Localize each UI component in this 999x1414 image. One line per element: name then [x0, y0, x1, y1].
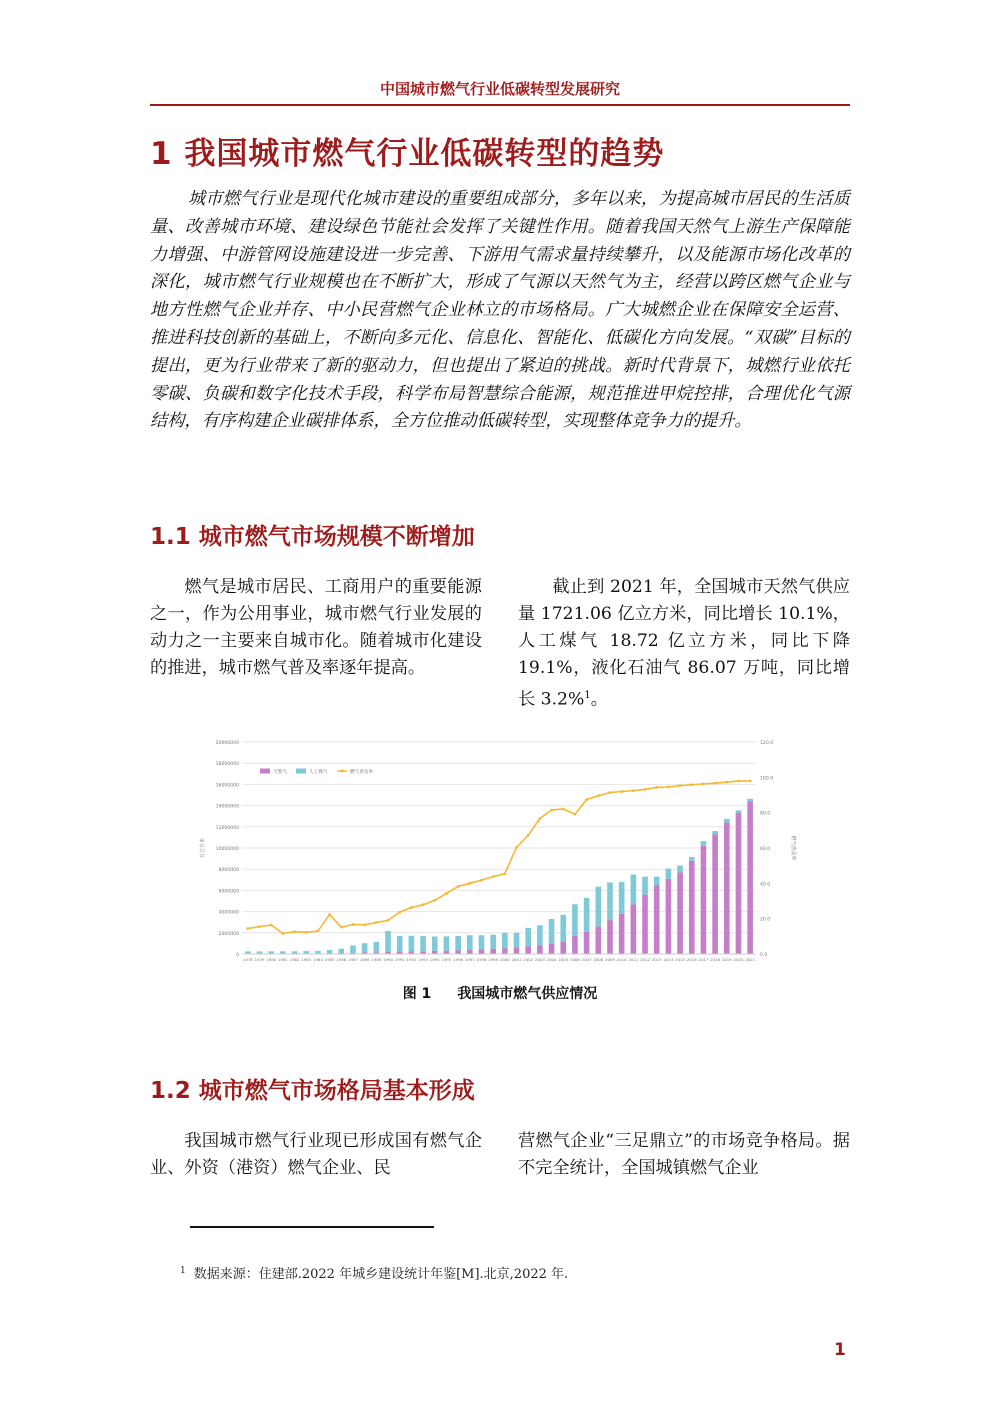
- right-paragraph-end: 。: [590, 689, 608, 710]
- x-tick-label: 2016: [686, 957, 697, 962]
- bar-manufactured-gas: [280, 951, 286, 953]
- x-tick-label: 2019: [721, 957, 732, 962]
- line-point: [387, 919, 390, 922]
- x-tick-label: 2020: [733, 957, 744, 962]
- bar-manufactured-gas: [245, 951, 251, 953]
- bar-natural-gas: [514, 947, 520, 954]
- x-tick-label: 1997: [464, 957, 475, 962]
- x-tick-label: 1991: [394, 957, 405, 962]
- bar-manufactured-gas: [747, 799, 753, 802]
- line-point: [585, 798, 588, 801]
- legend-swatch-dot: [341, 770, 344, 773]
- bar-natural-gas: [619, 914, 625, 954]
- bar-manufactured-gas: [607, 882, 613, 920]
- x-tick-label: 2018: [710, 957, 721, 962]
- bar-manufactured-gas: [257, 951, 263, 953]
- bar-manufactured-gas: [315, 951, 321, 954]
- line-point: [725, 781, 728, 784]
- section-1-1-heading: 1.1 城市燃气市场规模不断增加: [150, 524, 475, 550]
- right-paragraph-text: 截止到 2021 年，全国城市天然气供应量 1721.06 亿立方米，同比增长 10.1%，人工煤气 18.72 亿立方米，同比下降 19.1%，液化石油气 86.07 万吨，同比增长 3.2%: [518, 577, 850, 710]
- line-point: [445, 892, 448, 895]
- bar-natural-gas: [572, 936, 578, 954]
- bar-manufactured-gas: [327, 950, 333, 953]
- right-axis-label: 燃气普及率: [790, 835, 796, 861]
- bar-manufactured-gas: [397, 936, 403, 952]
- bar-manufactured-gas: [420, 936, 426, 951]
- x-tick-label: 1984: [312, 957, 323, 962]
- bar-manufactured-gas: [432, 937, 438, 951]
- left-tick-label: 10000000: [215, 847, 239, 852]
- figure-1-caption: [150, 983, 850, 1003]
- left-tick-label: 18000000: [215, 762, 239, 768]
- footnote: [180, 1263, 568, 1282]
- bar-manufactured-gas: [362, 943, 368, 952]
- bar-manufactured-gas: [666, 869, 672, 879]
- left-tick-label: 2000000: [218, 931, 239, 937]
- bar-natural-gas: [666, 879, 672, 954]
- bar-manufactured-gas: [292, 951, 298, 953]
- right-tick-label: 40.0: [760, 882, 771, 888]
- bar-natural-gas: [560, 941, 566, 954]
- x-tick-label: 1985: [324, 957, 335, 962]
- bar-natural-gas: [479, 950, 485, 954]
- line-point: [574, 813, 577, 816]
- x-tick-label: 1995: [441, 957, 452, 962]
- bar-natural-gas: [607, 920, 613, 954]
- line-gas-penetration-rate: [248, 781, 750, 934]
- section-1-2-left-paragraph: 我国城市燃气行业现已形成国有燃气企业、外资（港资）燃气企业、民: [150, 1131, 482, 1178]
- bar-natural-gas: [549, 943, 555, 954]
- bar-natural-gas: [736, 813, 742, 954]
- x-tick-label: 2005: [558, 957, 569, 962]
- line-point: [667, 785, 670, 788]
- line-point: [527, 834, 530, 837]
- bar-natural-gas: [689, 861, 695, 954]
- header-rule: [150, 104, 850, 106]
- bar-manufactured-gas: [303, 951, 309, 953]
- line-point: [702, 782, 705, 785]
- x-tick-label: 2007: [581, 957, 592, 962]
- x-tick-label: 2012: [640, 957, 650, 962]
- figure-caption-text: 我国城市燃气供应情况: [457, 986, 598, 1002]
- bar-manufactured-gas: [584, 898, 590, 932]
- bar-manufactured-gas: [677, 865, 683, 872]
- bar-manufactured-gas: [338, 949, 344, 953]
- right-tick-label: 80.0: [760, 811, 771, 817]
- bar-manufactured-gas: [409, 936, 415, 952]
- page-number: 1: [834, 1340, 846, 1360]
- line-point: [293, 930, 296, 933]
- line-point: [281, 932, 284, 935]
- bar-natural-gas: [467, 950, 473, 954]
- bar-manufactured-gas: [374, 942, 380, 952]
- x-tick-label: 2013: [651, 957, 662, 962]
- footnote-marker: 1: [180, 1265, 186, 1276]
- bar-manufactured-gas: [537, 925, 543, 945]
- x-tick-label: 2009: [605, 957, 615, 962]
- x-tick-label: 2008: [593, 957, 604, 962]
- left-tick-label: 16000000: [215, 783, 239, 789]
- line-point: [468, 882, 471, 885]
- x-tick-label: 1987: [348, 957, 358, 962]
- bar-natural-gas: [701, 846, 707, 954]
- line-point: [597, 794, 600, 797]
- bar-natural-gas: [724, 823, 730, 954]
- section-1-1-left-paragraph: 燃气是城市居民、工商用户的重要能源之一，作为公用事业，城市燃气行业发展的动力之一主要来自城市化。随着城市化建设的推进，城市燃气普及率逐年提高。: [150, 577, 482, 678]
- line-point: [270, 924, 273, 927]
- line-point: [749, 779, 752, 782]
- line-point: [258, 925, 261, 928]
- x-tick-label: 1999: [488, 957, 499, 962]
- bar-manufactured-gas: [479, 935, 485, 949]
- bar-manufactured-gas: [619, 882, 625, 914]
- left-axis-label: 万立方米: [200, 837, 206, 859]
- line-point: [410, 906, 413, 909]
- line-point: [328, 913, 331, 916]
- line-point: [515, 846, 518, 849]
- x-tick-label: 2003: [534, 957, 545, 962]
- bar-natural-gas: [654, 885, 660, 954]
- line-point: [480, 879, 483, 882]
- line-point: [609, 791, 612, 794]
- bar-manufactured-gas: [560, 915, 566, 942]
- line-point: [655, 786, 658, 789]
- x-tick-label: 1981: [277, 957, 288, 962]
- bar-manufactured-gas: [350, 945, 356, 952]
- line-point: [550, 809, 553, 812]
- x-tick-label: 1994: [429, 957, 440, 962]
- bar-manufactured-gas: [642, 877, 648, 895]
- bar-manufactured-gas: [572, 904, 578, 936]
- line-point: [644, 788, 647, 791]
- line-point: [398, 911, 401, 914]
- x-tick-label: 2000: [499, 957, 510, 962]
- running-header: 中国城市燃气行业低碳转型发展研究: [379, 80, 620, 98]
- line-point: [246, 927, 249, 930]
- line-point: [305, 931, 308, 934]
- bar-natural-gas: [502, 948, 508, 954]
- bar-manufactured-gas: [724, 819, 730, 823]
- line-point: [503, 872, 506, 875]
- legend-swatch: [260, 769, 270, 774]
- bar-natural-gas: [677, 872, 683, 954]
- x-tick-label: 1998: [476, 957, 487, 962]
- line-point: [492, 875, 495, 878]
- line-point: [340, 926, 343, 929]
- bar-manufactured-gas: [467, 935, 473, 950]
- x-tick-label: 1983: [301, 957, 312, 962]
- bar-manufactured-gas: [385, 931, 391, 952]
- gas-supply-chart: [190, 730, 810, 970]
- x-tick-label: 2001: [511, 957, 522, 962]
- x-tick-label: 1978: [242, 957, 253, 962]
- bar-manufactured-gas: [595, 887, 601, 927]
- x-tick-label: 1982: [289, 957, 300, 962]
- x-tick-label: 2011: [628, 957, 639, 962]
- line-point: [714, 782, 717, 785]
- line-point: [422, 903, 425, 906]
- legend-label: 燃气普及率: [350, 769, 373, 775]
- x-tick-label: 1993: [418, 957, 429, 962]
- x-tick-label: 2017: [698, 957, 709, 962]
- x-tick-label: 1988: [359, 957, 370, 962]
- line-point: [737, 780, 740, 783]
- line-point: [679, 784, 682, 787]
- bar-manufactured-gas: [502, 933, 508, 948]
- bar-manufactured-gas: [268, 951, 274, 953]
- bar-manufactured-gas: [490, 935, 496, 949]
- section-1-heading: 1 我国城市燃气行业低碳转型的趋势: [150, 136, 665, 172]
- line-point: [538, 817, 541, 820]
- bar-natural-gas: [595, 926, 601, 954]
- bar-manufactured-gas: [444, 936, 450, 950]
- line-point: [620, 790, 623, 793]
- line-point: [375, 921, 378, 924]
- right-tick-label: 100.0: [760, 776, 774, 782]
- footnote-ref[interactable]: 1: [584, 690, 591, 701]
- bar-natural-gas: [712, 834, 718, 954]
- bar-manufactured-gas: [514, 933, 520, 948]
- line-point: [632, 789, 635, 792]
- x-tick-label: 1990: [383, 957, 393, 962]
- bar-natural-gas: [525, 946, 531, 954]
- footnote-text: 数据来源：住建部.2022 年城乡建设统计年鉴[M].北京,2022 年.: [193, 1267, 569, 1282]
- bar-manufactured-gas: [701, 841, 707, 846]
- section-1-2-heading: 1.2 城市燃气市场格局基本形成: [150, 1078, 475, 1104]
- bar-natural-gas: [537, 945, 543, 954]
- bar-natural-gas: [631, 904, 637, 954]
- gas-supply-chart-svg: [190, 730, 810, 970]
- section-1-intro: 城市燃气行业是现代化城市建设的重要组成部分，多年以来，为提高城市居民的生活质量、改善城市环境、建设绿色节能社会发挥了关键性作用。随着我国天然气上游生产保障能力增强、中游管网设施建设进一步完善、下游用气需求量持续攀升，以及能源市场化改革的深化，城市燃气行业规模也在不断扩大，形成了气源以天然气为主，经营以跨区燃气企业与地方性燃气企业并存、中小民营燃气企业林立的市场格局。广大城燃企业在保障安全运营、推进科技创新的基础上，不断向多元化、信息化、智能化、低碳化方向发展。“双碳”目标的提出，更为行业带来了新的驱动力，但也提出了紧迫的挑战。新时代背景下，城燃行业依托零碳、负碳和数字化技术手段，科学布局智慧综合能源，规范推进甲烷控排，合理优化气源结构，有序构建企业碳排体系，全方位推动低碳转型，实现整体竞争力的提升。: [150, 189, 850, 432]
- legend-label: 天然气: [273, 769, 287, 775]
- figure-number: 图 1: [402, 986, 432, 1002]
- x-tick-label: 2021: [745, 957, 756, 962]
- x-tick-label: 1986: [336, 957, 347, 962]
- bar-manufactured-gas: [549, 919, 555, 943]
- bar-manufactured-gas: [689, 857, 695, 861]
- left-tick-label: 14000000: [215, 804, 239, 810]
- line-point: [363, 923, 366, 926]
- right-tick-label: 60.0: [760, 847, 771, 852]
- left-tick-label: 6000000: [218, 889, 239, 895]
- x-tick-label: 2004: [546, 957, 557, 962]
- x-tick-label: 2010: [616, 957, 627, 962]
- line-point: [317, 930, 320, 933]
- x-tick-label: 2002: [523, 957, 534, 962]
- left-tick-label: 8000000: [218, 868, 239, 874]
- section-1-1-right-paragraph: [518, 574, 850, 714]
- bar-natural-gas: [584, 932, 590, 954]
- left-tick-label: 20000000: [215, 741, 239, 746]
- bar-manufactured-gas: [455, 936, 461, 951]
- left-tick-label: 12000000: [215, 825, 239, 831]
- right-tick-label: 20.0: [760, 917, 771, 923]
- right-tick-label: 0.0: [760, 953, 768, 958]
- x-tick-label: 1992: [406, 957, 417, 962]
- bar-natural-gas: [747, 801, 753, 954]
- bar-natural-gas: [642, 895, 648, 954]
- left-tick-label: 0: [236, 953, 239, 958]
- left-tick-label: 4000000: [218, 910, 239, 916]
- line-point: [690, 783, 693, 786]
- x-tick-label: 2015: [675, 957, 686, 962]
- legend-label: 人工煤气: [309, 769, 328, 775]
- bar-natural-gas: [455, 951, 461, 954]
- x-tick-label: 1980: [266, 957, 277, 962]
- line-point: [457, 885, 460, 888]
- bar-manufactured-gas: [631, 875, 637, 905]
- section-1-2-right-paragraph: 营燃气企业“三足鼎立”的市场竞争格局。据不完全统计，全国城镇燃气企业: [518, 1131, 850, 1178]
- x-tick-label: 1989: [371, 957, 382, 962]
- bar-manufactured-gas: [736, 810, 742, 813]
- right-tick-label: 120.0: [760, 741, 774, 746]
- x-tick-label: 2014: [663, 957, 674, 962]
- footnote-rule: [190, 1226, 434, 1228]
- line-point: [562, 808, 565, 811]
- bar-manufactured-gas: [525, 928, 531, 947]
- x-tick-label: 1996: [453, 957, 464, 962]
- bar-manufactured-gas: [654, 877, 660, 885]
- bar-natural-gas: [490, 949, 496, 954]
- x-tick-label: 1979: [254, 957, 265, 962]
- x-tick-label: 2006: [569, 957, 580, 962]
- line-point: [352, 923, 355, 926]
- bar-manufactured-gas: [712, 831, 718, 834]
- legend-swatch: [296, 769, 306, 774]
- line-point: [433, 899, 436, 902]
